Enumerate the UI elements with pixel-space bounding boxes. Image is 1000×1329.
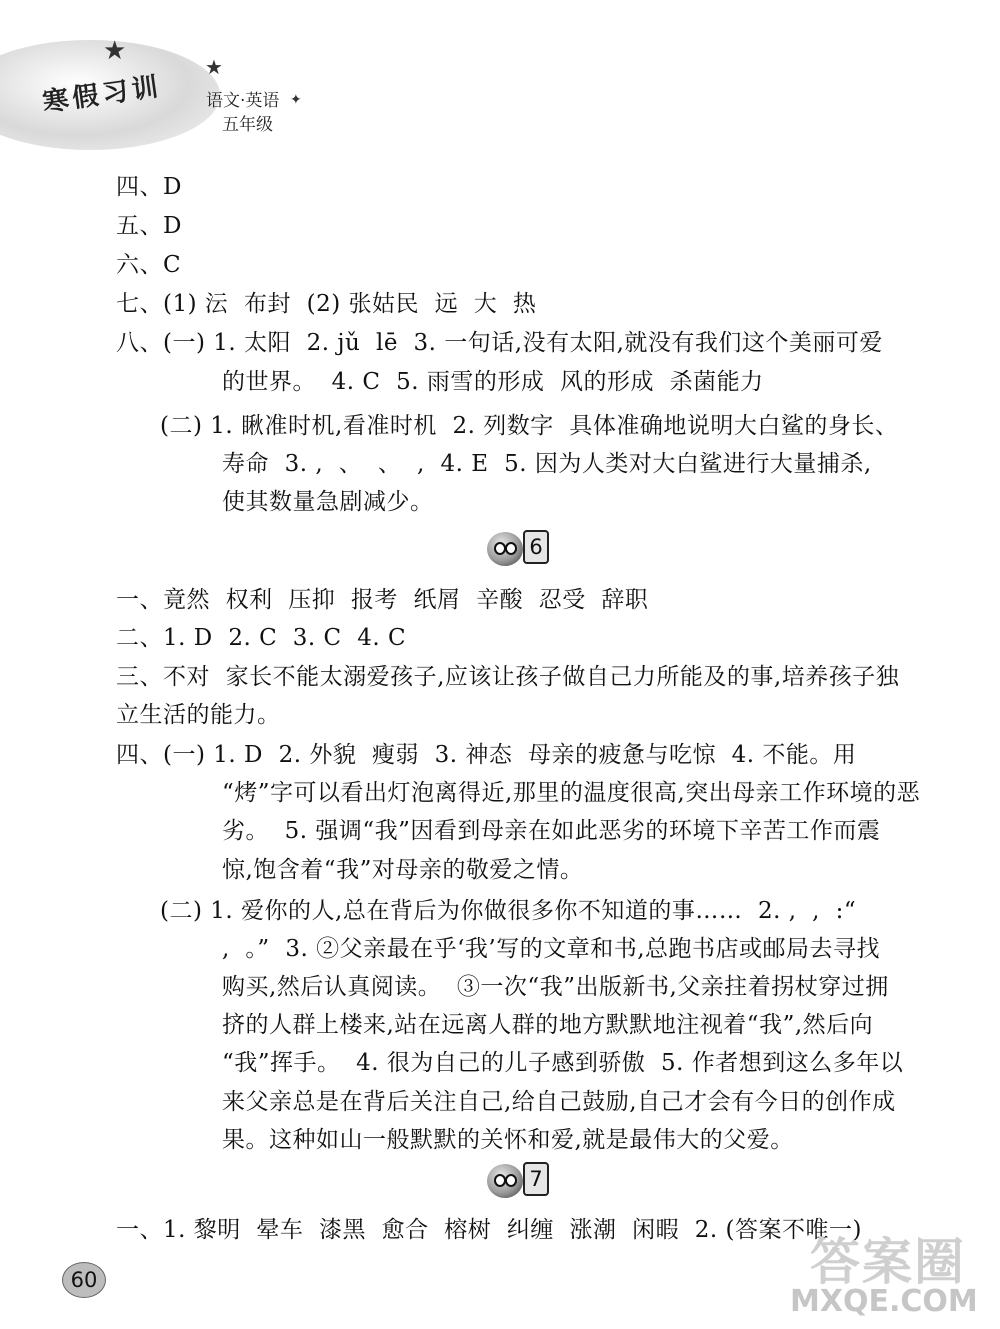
answer-line: 八、(一) 1. 太阳 2. jǔ lē 3. 一句话,没有太阳,就没有我们这个美丽可爱 [116,330,883,356]
page-number: 60 [62,1262,106,1298]
section-heading-6 [487,524,547,572]
answer-line: 寿命 3. , 、 、 , 4. E 5. 因为人类对大白鲨进行大量捕杀, [222,451,872,477]
answer-line: 来父亲总是在背后关注自己,给自己鼓励,自己才会有今日的创作成 [222,1089,896,1115]
answer-line: “我”挥手。 4. 很为自己的儿子感到骄傲 5. 作者想到这么多年以 [222,1050,904,1076]
answer-line: 一、1. 黎明 晕车 漆黑 愈合 榕树 纠缠 涨潮 闲暇 2. (答案不唯一) [116,1217,862,1243]
star-icon: ★ [103,36,127,66]
answer-line: 四、(一) 1. D 2. 外貌 瘦弱 3. 神态 母亲的疲惫与吃惊 4. 不能。用 [116,742,857,768]
answer-line: 惊,饱含着“我”对母亲的敬爱之情。 [222,857,584,883]
answer-line: 七、(1) 沄 布封 (2) 张姑民 远 大 热 [116,291,537,317]
star-icon: ★ [205,55,223,79]
answer-line: 挤的人群上楼来,站在远离人群的地方默默地注视着“我”,然后向 [222,1012,874,1038]
answer-line: 立生活的能力。 [116,702,281,728]
answer-line: 三、不对 家长不能太溺爱孩子,应该让孩子做自己力所能及的事,培养孩子独 [116,664,900,690]
watermark-url: MXQE.COM [790,1284,978,1319]
watermark-logo: 答案圈 [810,1233,966,1291]
answer-line: 五、D [116,213,182,239]
page-header [0,0,360,160]
answer-line: 二、1. D 2. C 3. C 4. C [116,625,407,651]
mascot-face-icon [487,1164,523,1198]
grade-label: 五年级 [222,115,273,135]
section-heading-7 [487,1156,547,1204]
answer-line: 使其数量急剧减少。 [222,489,434,515]
answer-line: 的世界。 4. C 5. 雨雪的形成 风的形成 杀菌能力 [222,369,764,395]
section-number: 6 [523,530,549,564]
answer-line: 果。这种如山一般默默的关怀和爱,就是最伟大的父爱。 [222,1127,794,1153]
answer-line: 六、C [116,252,182,278]
answer-line: “烤”字可以看出灯泡离得近,那里的温度很高,突出母亲工作环境的恶 [222,780,921,806]
section-number: 7 [523,1162,549,1196]
answer-line: (二) 1. 爱你的人,总在背后为你做很多你不知道的事…… 2. , , :“ [160,898,857,924]
answer-line: 一、竟然 权利 压抑 报考 纸屑 辛酸 忍受 辞职 [116,587,649,613]
answer-line: 四、D [116,174,182,200]
mascot-face-icon [487,532,523,566]
answer-line: , 。” 3. ②父亲最在乎‘我’写的文章和书,总跑书店或邮局去寻找 [222,936,881,962]
answer-line: (二) 1. 瞅准时机,看准时机 2. 列数字 具体准确地说明大白鲨的身长、 [160,413,899,439]
star-icon: ✦ [290,92,302,108]
brand-logo: 寒假习训 [40,71,164,119]
subject-label: 语文·英语 [206,91,280,111]
answer-line: 劣。 5. 强调“我”因看到母亲在如此恶劣的环境下辛苦工作而震 [222,818,881,844]
answer-line: 购买,然后认真阅读。 ③一次“我”出版新书,父亲拄着拐杖穿过拥 [222,974,889,1000]
